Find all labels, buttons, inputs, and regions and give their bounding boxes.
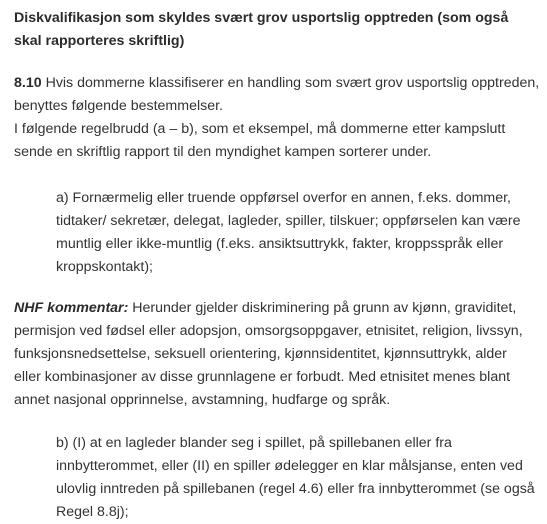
- rule-paragraph-2: I følgende regelbrudd (a – b), som et eksempel, må dommerne etter kampslutt sende en skriftlig rapport til den myndighet kampen sorterer under.: [14, 121, 506, 160]
- rule-number: 8.10: [14, 75, 42, 91]
- comment-label: NHF kommentar:: [14, 300, 129, 316]
- rule-item-b: b) (I) at en lagleder blander seg i spillet, på spillebanen eller fra innbytterommet, eller (II) en spiller ødelegger en klar målsjanse, enten ved ulovlig inntreden på spillebanen (regel 4.6) eller fra innbytterommet (se også Regel 8.8j);: [56, 435, 535, 520]
- rule-8-10: [14, 72, 541, 164]
- section-heading: Diskvalifikasjon som skyldes svært grov usportslig opptreden (som også skal rapporteres skriftlig): [14, 10, 509, 49]
- rule-text: Hvis dommerne klassifiserer en handling som svært grov usportslig opptreden, benyttes følgende bestemmelser.: [14, 75, 540, 114]
- nhf-comment: [14, 297, 534, 412]
- rule-paragraph: [14, 72, 541, 118]
- comment-text: Herunder gjelder diskriminering på grunn av kjønn, graviditet, permisjon ved fødsel eller adopsjon, omsorgsoppgaver, etnisitet, religion, livssyn, funksjonsnedsettelse, seksuell orientering, kjønnsidentitet, kjønnsuttrykk, alder eller kombinasjoner av disse grunnlagene er forbudt. Med etnisitet menes blant annet nasjonal opprinnelse, avstamning, hudfarge og språk.: [14, 300, 523, 408]
- rule-item-a: a) Fornærmelig eller truende oppførsel overfor en annen, f.eks. dommer, tidtaker/ sekretær, delegat, lagleder, spiller, tilskuer; oppførselen kan være muntlig eller ikke-muntlig (f.eks. ansiktsuttrykk, fakter, kroppsspråk eller kroppskontakt);: [56, 190, 521, 275]
